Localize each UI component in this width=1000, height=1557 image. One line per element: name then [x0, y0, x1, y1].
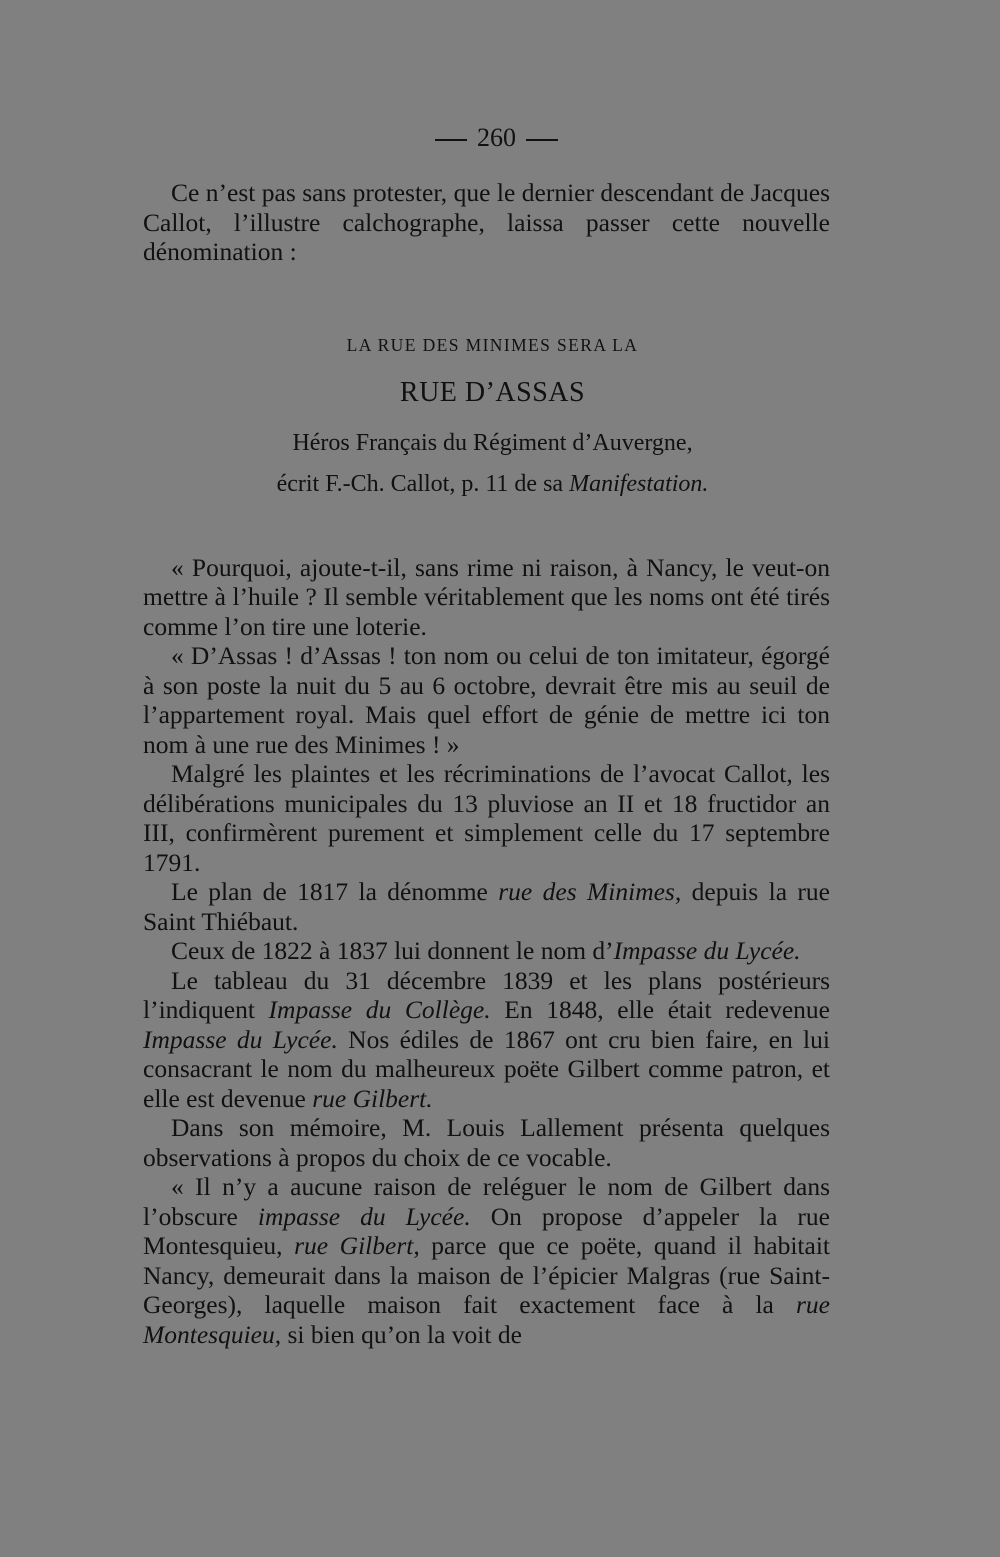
- right-dash: [526, 139, 558, 141]
- italic-run: Impasse du Collège.: [268, 995, 491, 1024]
- citation-text: écrit F.-Ch. Callot, p. 11 de sa: [276, 470, 570, 497]
- heading-citation: [155, 467, 830, 501]
- paragraph-6: [143, 966, 830, 1114]
- body-text: [143, 553, 830, 1350]
- text-run: si bien qu’on la voit de: [281, 1319, 522, 1349]
- page-number-line: [163, 118, 830, 158]
- text-run: On propose d’appeler la rue Montesquieu,: [143, 1201, 830, 1260]
- text-run: Nos édiles de 1867 ont cru bien faire, en lui consacrant le nom du malheureux poëte Gilbert comme patron, et elle est devenue: [143, 1024, 830, 1113]
- text-run: parce que ce poëte, quand il habitait Nancy, demeurait dans la maison de l’épicier Malgras (rue Saint-Georges), laquelle maison fait exactement face à la: [143, 1231, 830, 1319]
- paragraph-3: Malgré les plaintes et les récriminations de l’avocat Callot, les délibérations municipales du 13 pluviose an II et 18 fructidor an III, confirmèrent purement et simplement celle du 17 septembre 1791.: [143, 759, 830, 877]
- left-dash: [435, 139, 467, 141]
- text-run: depuis la rue Saint Thiébaut.: [143, 877, 830, 936]
- intro-paragraph: Ce n’est pas sans protester, que le dernier descendant de Jacques Callot, l’illustre calchographe, laissa passer cette nouvelle dénomination :: [143, 178, 830, 266]
- paragraph-1: « Pourquoi, ajoute-t-il, sans rime ni raison, à Nancy, le veut-on mettre à l’huile ? Il semble véritablement que les noms ont été tirés comme l’on tire une loterie.: [143, 552, 830, 641]
- citation-title: Manifestation.: [569, 470, 709, 497]
- italic-run: Impasse du Lycée.: [143, 1024, 338, 1054]
- text-run: Le tableau du 31 décembre 1839 et les plans postérieurs l’indiquent: [143, 965, 830, 1024]
- heading-subtitle: Héros Français du Régiment d’Auvergne,: [292, 429, 693, 456]
- paragraph-8: [143, 1172, 830, 1349]
- italic-run: rue Gilbert,: [294, 1231, 420, 1260]
- paragraph-2: « D’Assas ! d’Assas ! ton nom ou celui de ton imitateur, égorgé à son poste la nuit du 5 au 6 octobre, devrait être mis au seuil de l’appartement royal. Mais quel effort de génie de mettre ici ton nom à une rue des Minimes ! »: [143, 641, 830, 759]
- book-page: [143, 118, 830, 1349]
- italic-run: rue des Minimes,: [498, 877, 682, 906]
- paragraph-7: Dans son mémoire, M. Louis Lallement présenta quelques observations à propos du choix de ce vocable.: [143, 1113, 830, 1172]
- heading-street-name: RUE D’ASSAS: [399, 376, 586, 408]
- italic-run: Impasse du Lycée.: [613, 936, 801, 965]
- heading-small-caps: LA RUE DES MINIMES SERA LA: [346, 334, 639, 355]
- text-run: Ceux de 1822 à 1837 lui donnent le nom d’: [171, 936, 614, 965]
- paragraph-4: [143, 877, 830, 936]
- text-run: Le plan de 1817 la dénomme: [171, 877, 499, 906]
- italic-run: rue Montesquieu,: [143, 1290, 830, 1349]
- italic-run: rue Gilbert.: [312, 1083, 433, 1113]
- text-run: En 1848, elle était redevenue: [490, 995, 830, 1024]
- paragraph-5: [143, 936, 830, 966]
- text-run: « Il n’y a aucune raison de reléguer le nom de Gilbert dans l’obscure: [143, 1172, 830, 1231]
- italic-run: impasse du Lycée.: [257, 1201, 471, 1231]
- page-number: 260: [477, 123, 516, 152]
